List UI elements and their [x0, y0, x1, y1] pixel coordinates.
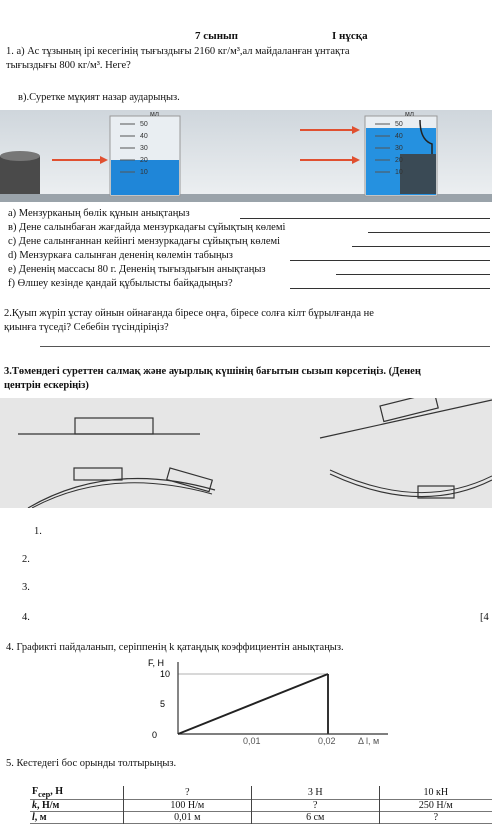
scale-right-20: 20 — [395, 157, 403, 164]
q2-answer-line[interactable] — [40, 346, 490, 347]
table-row — [30, 812, 492, 824]
variant-title: I нұсқа — [332, 30, 368, 42]
y-tick-5: 5 — [160, 699, 166, 709]
scale-right-40: 40 — [395, 133, 403, 140]
measuring-cylinder-figure — [0, 110, 492, 202]
scale-left-40: 40 — [140, 133, 148, 140]
table-cell[interactable]: 100 Н/м — [123, 800, 251, 812]
q1-line1: 1. а) Ас тұзының ірі кесегінің тығыздығы 2160 кг/м³,ал майдаланған ұнтақта — [6, 46, 350, 57]
q5-text: 5. Кестедегі бос орынды толтырыңыз. — [6, 758, 177, 769]
table-cell[interactable]: 10 кН — [423, 787, 449, 798]
q3-answer-4: 4. — [22, 612, 30, 623]
q1-item-d: d) Мензуркаға салынған дененің көлемін табыңыз — [8, 250, 233, 261]
answer-line-d[interactable] — [290, 260, 490, 261]
q1-line2: тығыздығы 800 кг/м³. Неге? — [6, 60, 131, 71]
table-row — [30, 786, 492, 800]
row-label-length — [30, 812, 123, 824]
cylinder-unit-left: мл — [150, 111, 159, 118]
q1-item-e: e) Дененің массасы 80 г. Дененің тығыздығын анықтаңыз — [8, 264, 266, 275]
table-cell[interactable]: 6 см — [251, 812, 379, 824]
data-line — [178, 674, 328, 734]
scale-left-50: 50 — [140, 121, 148, 128]
q3-mark: [4 — [480, 612, 489, 623]
scale-left-20: 20 — [140, 157, 148, 164]
q1-item-c: c) Дене салынғаннан кейінгі мензуркадағы сұйықтың көлемі — [8, 236, 281, 247]
forces-figure — [0, 398, 492, 508]
origin-label: 0 — [152, 730, 158, 740]
fill-in-table — [30, 786, 492, 824]
q3-answer-1: 1. — [34, 526, 42, 537]
q3-answer-2: 2. — [22, 554, 30, 565]
forces-illustration — [0, 398, 492, 508]
q4-text: 4. Графикті пайдаланып, серіппенің k қатаңдық коэффициентін анықтаңыз. — [6, 642, 344, 653]
grade-title: 7 сынып — [195, 30, 238, 42]
x-tick-0-02: 0,02 — [318, 736, 336, 746]
row-label-stiffness — [30, 800, 123, 812]
q3-line2: центрін ескеріңіз) — [4, 380, 89, 391]
cylinder-illustration — [0, 110, 492, 202]
table-cell[interactable]: ? — [433, 812, 439, 823]
scale-right-30: 30 — [395, 145, 403, 152]
answer-line-b[interactable] — [368, 232, 490, 233]
q1-item-a: a) Мензурканың бөлік құнын анықтаңыз — [8, 208, 190, 219]
row-label-main: F — [32, 786, 39, 797]
cylinder-unit-right: мл — [405, 111, 414, 118]
row-label-main: l — [32, 812, 35, 823]
table-cell[interactable]: ? — [251, 800, 379, 812]
x-tick-0-01: 0,01 — [243, 736, 261, 746]
q3-line1: 3.Төмендегі суреттен салмақ және ауырлық күшінің бағытын сызып көрсетіңіз. (Денең — [4, 366, 421, 377]
table-row — [30, 800, 492, 812]
spring-force-chart — [138, 658, 398, 746]
answer-line-e[interactable] — [336, 274, 490, 275]
row-label-unit: , Н — [50, 786, 64, 797]
q1-item-f: f) Өлшеу кезінде қандай құбылысты байқадыңыз? — [8, 278, 233, 289]
q2-line2: қиынға түседі? Себебін түсіндіріңіз? — [4, 322, 169, 333]
table-cell[interactable]: ? — [123, 786, 251, 800]
table-cell[interactable]: 0,01 м — [123, 812, 251, 824]
row-label-sub: сер — [38, 790, 51, 799]
y-tick-10: 10 — [160, 669, 171, 679]
q1-part-b: в).Суретке мұқият назар аударыңыз. — [18, 92, 180, 103]
scale-left-30: 30 — [140, 145, 148, 152]
q3-answer-3: 3. — [22, 582, 30, 593]
row-label-unit: , м — [34, 812, 47, 823]
row-label-main: k — [32, 800, 37, 811]
answer-line-f[interactable] — [290, 288, 490, 289]
row-label-unit: , Н/м — [37, 800, 60, 811]
table-cell[interactable]: 3 Н — [251, 786, 379, 800]
scale-left-10: 10 — [140, 169, 148, 176]
x-axis-label: Δ l, м — [358, 736, 380, 746]
row-label-force — [30, 786, 123, 800]
table-cell[interactable]: 250 Н/м — [418, 800, 453, 811]
y-axis-label: F, Н — [148, 658, 165, 668]
answer-line-c[interactable] — [352, 246, 490, 247]
q1-item-b: в) Дене салынбаған жағдайда мензуркадағы сұйықтың көлемі — [8, 222, 286, 233]
scale-right-10: 10 — [395, 169, 403, 176]
q2-line1: 2.Қуып жүріп ұстау ойнын ойнағанда біресе оңға, біресе солға кілт бұрылғанда не — [4, 308, 374, 319]
scale-right-50: 50 — [395, 121, 403, 128]
answer-line-a[interactable] — [240, 218, 490, 219]
